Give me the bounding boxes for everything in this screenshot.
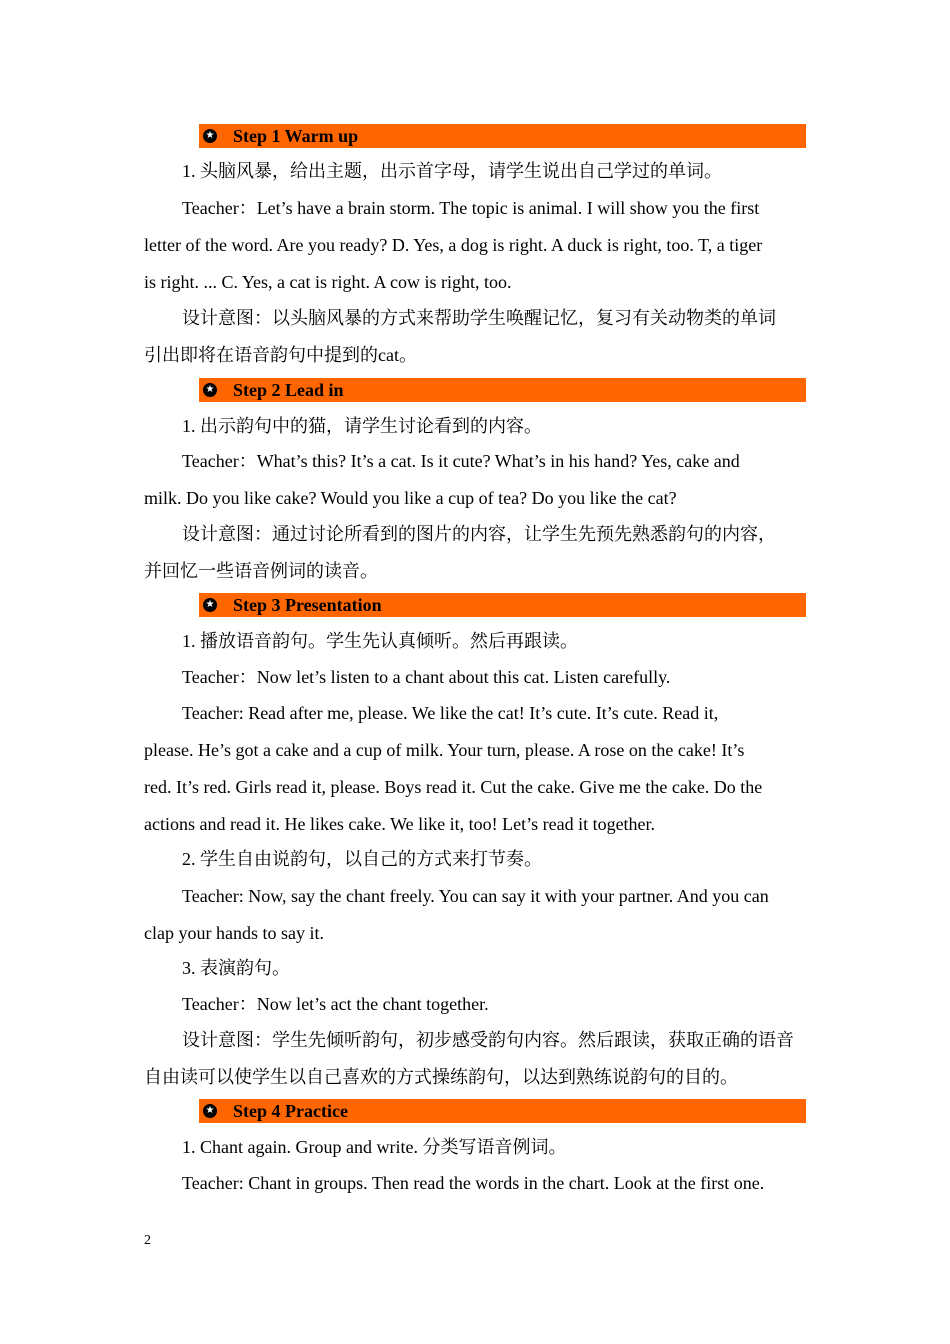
star-icon: ★	[203, 598, 217, 612]
paragraph-line: 2. 学生自由说韵句，以自己的方式来打节奏。	[182, 849, 542, 869]
step-1-header	[199, 124, 806, 148]
page-number: 2	[144, 1233, 151, 1248]
paragraph-line: 1. Chant again. Group and write. 分类写语音例词。	[182, 1137, 567, 1157]
step-title: Step 2 Lead in	[233, 379, 344, 400]
paragraph-line: Teacher: Chant in groups. Then read the words in the chart. Look at the first one.	[182, 1173, 765, 1193]
paragraph-line: red. It’s red. Girls read it, please. Boys read it. Cut the cake. Give me the cake. Do the	[144, 777, 763, 797]
paragraph-line: Teacher: Read after me, please. We like the cat! It’s cute. It’s cute. Read it,	[182, 703, 719, 723]
step-title: Step 4 Practice	[233, 1100, 348, 1121]
paragraph-line: Teacher：What’s this? It’s a cat. Is it cute? What’s in his hand? Yes, cake and	[182, 451, 740, 471]
paragraph-line: 引出即将在语音韵句中提到的cat。	[144, 345, 417, 365]
star-icon: ★	[203, 383, 217, 397]
paragraph-line: milk. Do you like cake? Would you like a cup of tea? Do you like the cat?	[144, 488, 677, 508]
paragraph-line: Teacher: Now, say the chant freely. You can say it with your partner. And you can	[182, 886, 769, 906]
paragraph-line: 设计意图：学生先倾听韵句，初步感受韵句内容。然后跟读，获取正确的语音	[182, 1030, 794, 1050]
paragraph-line: letter of the word. Are you ready? D. Yes, a dog is right. A duck is right, too. T, a tiger	[144, 235, 763, 255]
paragraph-line: please. He’s got a cake and a cup of milk. Your turn, please. A rose on the cake! It’s	[144, 740, 745, 760]
paragraph-line: Teacher：Now let’s act the chant together.	[182, 994, 489, 1014]
step-title: Step 3 Presentation	[233, 594, 382, 615]
paragraph-line: 3. 表演韵句。	[182, 958, 290, 978]
paragraph-line: is right. ... C. Yes, a cat is right. A cow is right, too.	[144, 272, 512, 292]
paragraph-line: clap your hands to say it.	[144, 923, 324, 943]
step-2-header	[199, 378, 806, 402]
paragraph-line: Teacher：Now let’s listen to a chant about this cat. Listen carefully.	[182, 667, 671, 687]
paragraph-line: 自由读可以使学生以自己喜欢的方式操练韵句，以达到熟练说韵句的目的。	[144, 1067, 738, 1087]
paragraph-line: Teacher：Let’s have a brain storm. The topic is animal. I will show you the first	[182, 198, 760, 218]
paragraph-line: actions and read it. He likes cake. We like it, too! Let’s read it together.	[144, 814, 656, 834]
step-4-header	[199, 1099, 806, 1123]
paragraph-line: 1. 头脑风暴，给出主题，出示首字母，请学生说出自己学过的单词。	[182, 161, 722, 181]
paragraph-line: 并回忆一些语音例词的读音。	[144, 561, 378, 581]
star-icon: ★	[203, 129, 217, 143]
step-3-header	[199, 593, 806, 617]
star-icon: ★	[203, 1104, 217, 1118]
paragraph-line: 1. 播放语音韵句。学生先认真倾听。然后再跟读。	[182, 631, 578, 651]
paragraph-line: 设计意图：以头脑风暴的方式来帮助学生唤醒记忆，复习有关动物类的单词	[182, 308, 776, 328]
paragraph-line: 设计意图：通过讨论所看到的图片的内容，让学生先预先熟悉韵句的内容，	[182, 524, 776, 544]
step-title: Step 1 Warm up	[233, 125, 359, 146]
paragraph-line: 1. 出示韵句中的猫，请学生讨论看到的内容。	[182, 416, 542, 436]
